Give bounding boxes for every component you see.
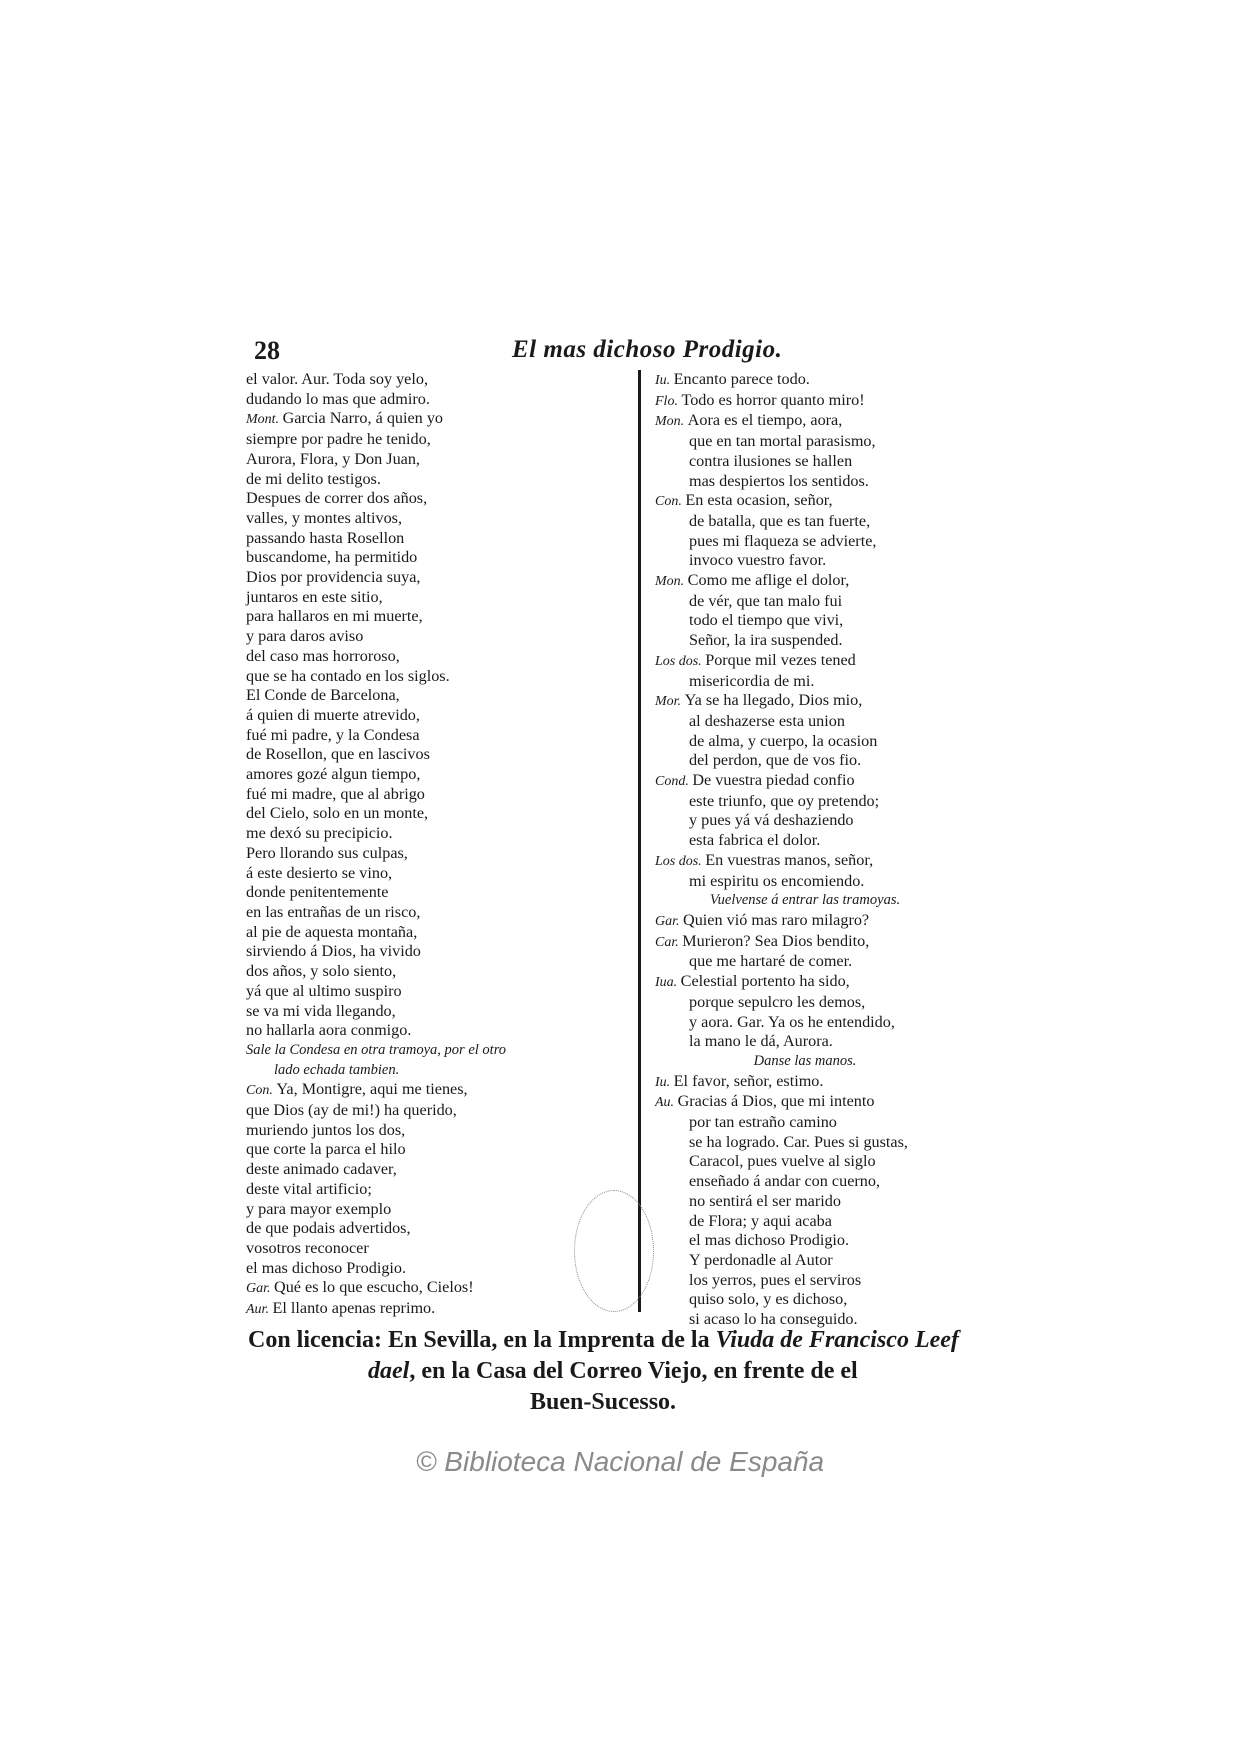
verse-text: yá que al ultimo suspiro [246,981,402,1000]
verse-text: El llanto apenas reprimo. [272,1299,436,1318]
stage-direction: Vuelvense á entrar las tramoyas. [709,892,901,909]
verse-line [246,470,606,490]
verse-text: Y perdonadle al Autor [689,1250,833,1269]
verse-text: y para daros aviso [246,627,364,646]
verse-text: muriendo juntos los dos, [246,1120,406,1139]
verse-line [655,411,955,432]
speaker-label: Con. [246,1083,277,1099]
verse-line [246,588,606,608]
verse-text: Dios por providencia suya, [246,568,421,587]
verse-line [246,942,606,962]
imprint-line: Con licencia: En Sevilla, en la Imprenta de la Viuda de Francisco Leef [248,1327,959,1353]
verse-line [246,745,606,765]
verse-text: que en tan mortal parasismo, [689,432,876,451]
verse-line [655,1092,955,1113]
verse-line [655,1231,955,1251]
verse-text: mas despiertos los sentidos. [689,471,869,490]
verse-text: Gracias á Dios, que mi intento [677,1092,875,1111]
verse-text: Caracol, pues vuelve al siglo [689,1152,876,1171]
verse-line [655,592,955,612]
speaker-label: Mon. [655,414,688,430]
verse-line [246,1299,606,1320]
verse-text: sirviendo á Dios, ha vivido [246,942,421,961]
verse-text: El favor, señor, estimo. [673,1071,824,1090]
verse-line [246,844,606,864]
verse-line [246,1080,606,1101]
left-column [246,370,606,1320]
imprint-line: dael, en la Casa del Correo Viejo, en frente de el [368,1358,858,1384]
verse-text: En vuestras manos, señor, [705,850,874,869]
verse-line [655,1113,955,1133]
verse-text: Aora es el tiempo, aora, [687,411,843,430]
verse-text: al pie de aquesta montaña, [246,922,418,941]
speaker-label: Iua. [655,975,681,991]
verse-line [246,1140,606,1160]
verse-line [246,1180,606,1200]
speaker-label: Mor. [655,694,685,710]
verse-text: del Cielo, solo en un monte, [246,804,429,823]
verse-line [655,851,955,872]
verse-line [246,1219,606,1239]
verse-line [655,831,955,851]
verse-line [246,489,606,509]
verse-text: Ya, Montigre, aqui me tienes, [276,1080,468,1099]
verse-text: Todo es horror quanto miro! [681,390,865,409]
verse-line [655,651,955,672]
copyright-footer: © Biblioteca Nacional de España [415,1446,825,1477]
verse-text: el mas dichoso Prodigio. [246,1258,407,1277]
verse-line [655,751,955,771]
verse-line [246,765,606,785]
verse-line [246,804,606,824]
verse-line [655,1192,955,1212]
verse-text: de batalla, que es tan fuerte, [689,511,871,530]
verse-text: El Conde de Barcelona, [246,686,400,705]
verse-line [246,667,606,687]
verse-line [655,1152,955,1172]
verse-line [655,571,955,592]
verse-line [246,824,606,844]
verse-text: Murieron? Sea Dios bendito, [682,931,870,950]
verse-line [246,1002,606,1022]
speaker-label: Mont. [246,412,283,428]
verse-text: fué mi madre, que al abrigo [246,784,425,803]
verse-text: que me hartaré de comer. [689,952,853,971]
speaker-label: Cond. [655,774,693,790]
verse-line [246,706,606,726]
verse-text: mi espiritu os encomiendo. [689,871,865,890]
verse-line [655,672,955,692]
verse-text: passando hasta Rosellon [246,528,405,547]
verse-line [246,370,606,390]
verse-text: invoco vuestro favor. [689,551,827,570]
verse-text: no hallarla aora conmigo. [246,1021,412,1040]
speaker-label: Aur. [246,1302,273,1318]
verse-text: enseñado á andar con cuerno, [689,1172,881,1191]
verse-text: que se ha contado en los siglos. [246,666,450,685]
verse-text: pues mi flaqueza se advierte, [689,531,877,550]
verse-text: porque sepulcro les demos, [689,992,866,1011]
verse-text: este triunfo, que oy pretendo; [689,791,880,810]
verse-line [655,972,955,993]
verse-text: si acaso lo ha conseguido. [689,1310,858,1329]
verse-text: Señor, la ira suspended. [689,631,843,650]
verse-text: el valor. Aur. Toda soy yelo, [246,370,429,388]
running-title: El mas dichoso Prodigio. [512,336,783,363]
verse-text: á este desierto se vino, [246,863,393,882]
speaker-label: Los dos. [655,653,706,669]
stage-direction: lado echada tambien. [274,1061,400,1078]
verse-text: de Flora; y aqui acaba [689,1211,832,1230]
verse-text: esta fabrica el dolor. [689,831,821,850]
verse-line [246,568,606,588]
verse-text: se ha logrado. Car. Pues si gustas, [689,1132,908,1151]
imprint-line: Buen-Sucesso. [530,1389,677,1415]
verse-line [246,1259,606,1279]
verse-text: Garcia Narro, á quien yo [282,409,444,428]
verse-line [655,512,955,532]
verse-text: Pero llorando sus culpas, [246,843,408,862]
verse-text: dudando lo mas que admiro. [246,389,430,408]
verse-line [655,532,955,552]
verse-text: Qué es lo que escucho, Cielos! [274,1278,474,1297]
column-divider [638,370,641,1312]
verse-text: no sentirá el ser marido [689,1191,841,1210]
imprint [248,1325,1008,1418]
verse-text: juntaros en este sitio, [246,587,383,606]
page-number: 28 [254,336,280,365]
verse-line [655,432,955,452]
verse-line [246,785,606,805]
verse-text: vosotros reconocer [246,1238,369,1257]
verse-text: misericordia de mi. [689,671,815,690]
verse-line [246,647,606,667]
verse-line [655,1251,955,1271]
verse-line [246,883,606,903]
verse-text: al deshazerse esta union [689,711,845,730]
verse-line [246,923,606,943]
verse-line [655,551,955,571]
verse-text: deste animado cadaver, [246,1160,397,1179]
verse-line [655,872,955,892]
verse-text: Celestial portento ha sido, [680,972,850,991]
verse-line [655,1290,955,1310]
verse-text: me dexó su precipicio. [246,824,393,843]
verse-text: del caso mas horroroso, [246,646,400,665]
verse-line [655,370,955,391]
verse-line [655,911,955,932]
verse-text: del perdon, que de vos fio. [689,751,862,770]
verse-line [246,1121,606,1141]
verse-line [655,1172,955,1192]
verse-line [655,391,955,412]
verse-line [655,712,955,732]
verse-line [655,771,955,792]
verse-text: dos años, y solo siento, [246,962,397,981]
verse-text: el mas dichoso Prodigio. [689,1231,850,1250]
verse-line [655,1013,955,1033]
verse-line [246,1239,606,1259]
verse-text: por tan estraño camino [689,1113,837,1132]
verse-line [246,962,606,982]
verse-line [246,529,606,549]
verse-line [246,627,606,647]
verse-line [655,1072,955,1093]
speaker-label: Flo. [655,393,682,409]
verse-text: contra ilusiones se hallen [689,451,853,470]
verse-text: de alma, y cuerpo, la ocasion [689,731,878,750]
verse-line [246,1101,606,1121]
verse-line [246,450,606,470]
verse-line [246,1021,606,1041]
verse-line [655,691,955,712]
verse-text: deste vital artificio; [246,1179,372,1198]
stage-direction: Sale la Condesa en otra tramoya, por el otro [246,1041,507,1058]
verse-text: de Rosellon, que en lascivos [246,745,430,764]
verse-line [655,491,955,512]
verse-text: que corte la parca el hilo [246,1140,406,1159]
speaker-label: Iu. [655,1074,674,1090]
verse-text: amores gozé algun tiempo, [246,765,421,784]
verse-line [655,1271,955,1291]
verse-text: fué mi padre, y la Condesa [246,725,420,744]
verse-line [655,1133,955,1153]
speaker-label: Gar. [655,913,684,929]
verse-line [246,607,606,627]
verse-line [246,686,606,706]
verse-text: Encanto parece todo. [673,370,810,388]
verse-line [246,1160,606,1180]
verse-text: siempre por padre he tenido, [246,430,431,449]
verse-text: Quien vió mas raro milagro? [683,910,870,929]
verse-text: Como me aflige el dolor, [687,571,850,590]
verse-text: de vér, que tan malo fui [689,591,843,610]
verse-line [246,390,606,410]
speaker-label: Gar. [246,1281,275,1297]
library-stamp [574,1190,654,1312]
verse-text: Ya se ha llegado, Dios mio, [684,691,863,710]
verse-line [655,452,955,472]
verse-line [246,409,606,430]
speaker-label: Los dos. [655,853,706,869]
verse-text: se va mi vida llegando, [246,1001,396,1020]
verse-line [246,509,606,529]
verse-line [246,903,606,923]
verse-line [246,1200,606,1220]
verse-text: para hallaros en mi muerte, [246,607,423,626]
verse-line [655,952,955,972]
verse-text: y para mayor exemplo [246,1199,392,1218]
verse-line [246,1278,606,1299]
verse-text: buscandome, ha permitido [246,548,418,567]
verse-text: á quien di muerte atrevido, [246,705,420,724]
verse-line [655,792,955,812]
verse-line [246,982,606,1002]
verse-line [655,472,955,492]
verse-line [246,430,606,450]
verse-text: los yerros, pues el serviros [689,1270,862,1289]
speaker-label: Con. [655,494,686,510]
verse-line [655,611,955,631]
verse-line [655,993,955,1013]
verse-text: En esta ocasion, señor, [685,491,833,510]
right-column [655,370,955,1330]
speaker-label: Mon. [655,574,688,590]
verse-line [246,726,606,746]
verse-line [655,1212,955,1232]
verse-line [246,864,606,884]
verse-text: de mi delito testigos. [246,469,381,488]
verse-text: valles, y montes altivos, [246,508,403,527]
verse-text: la mano le dá, Aurora. [689,1032,833,1051]
verse-line [655,932,955,953]
verse-line [655,811,955,831]
speaker-label: Iu. [655,373,674,388]
verse-text: donde penitentemente [246,883,389,902]
verse-line [246,548,606,568]
speaker-label: Au. [655,1095,678,1111]
speaker-label: Car. [655,934,683,950]
verse-text: quiso solo, y es dichoso, [689,1290,848,1309]
verse-text: en las entrañas de un risco, [246,902,421,921]
verse-text: y aora. Gar. Ya os he entendido, [689,1012,895,1031]
verse-text: Despues de correr dos años, [246,489,428,508]
verse-text: De vuestra piedad confio [692,771,855,790]
verse-text: Aurora, Flora, y Don Juan, [246,449,420,468]
verse-text: todo el tiempo que vivi, [689,611,844,630]
verse-text: y pues yá vá deshaziendo [689,811,854,830]
stage-direction: Danse las manos. [753,1052,857,1069]
verse-text: que Dios (ay de mi!) ha querido, [246,1101,457,1120]
verse-line [655,732,955,752]
verse-text: Porque mil vezes tened [705,650,856,669]
verse-line [655,1032,955,1052]
verse-line [655,631,955,651]
verse-text: de que podais advertidos, [246,1219,411,1238]
